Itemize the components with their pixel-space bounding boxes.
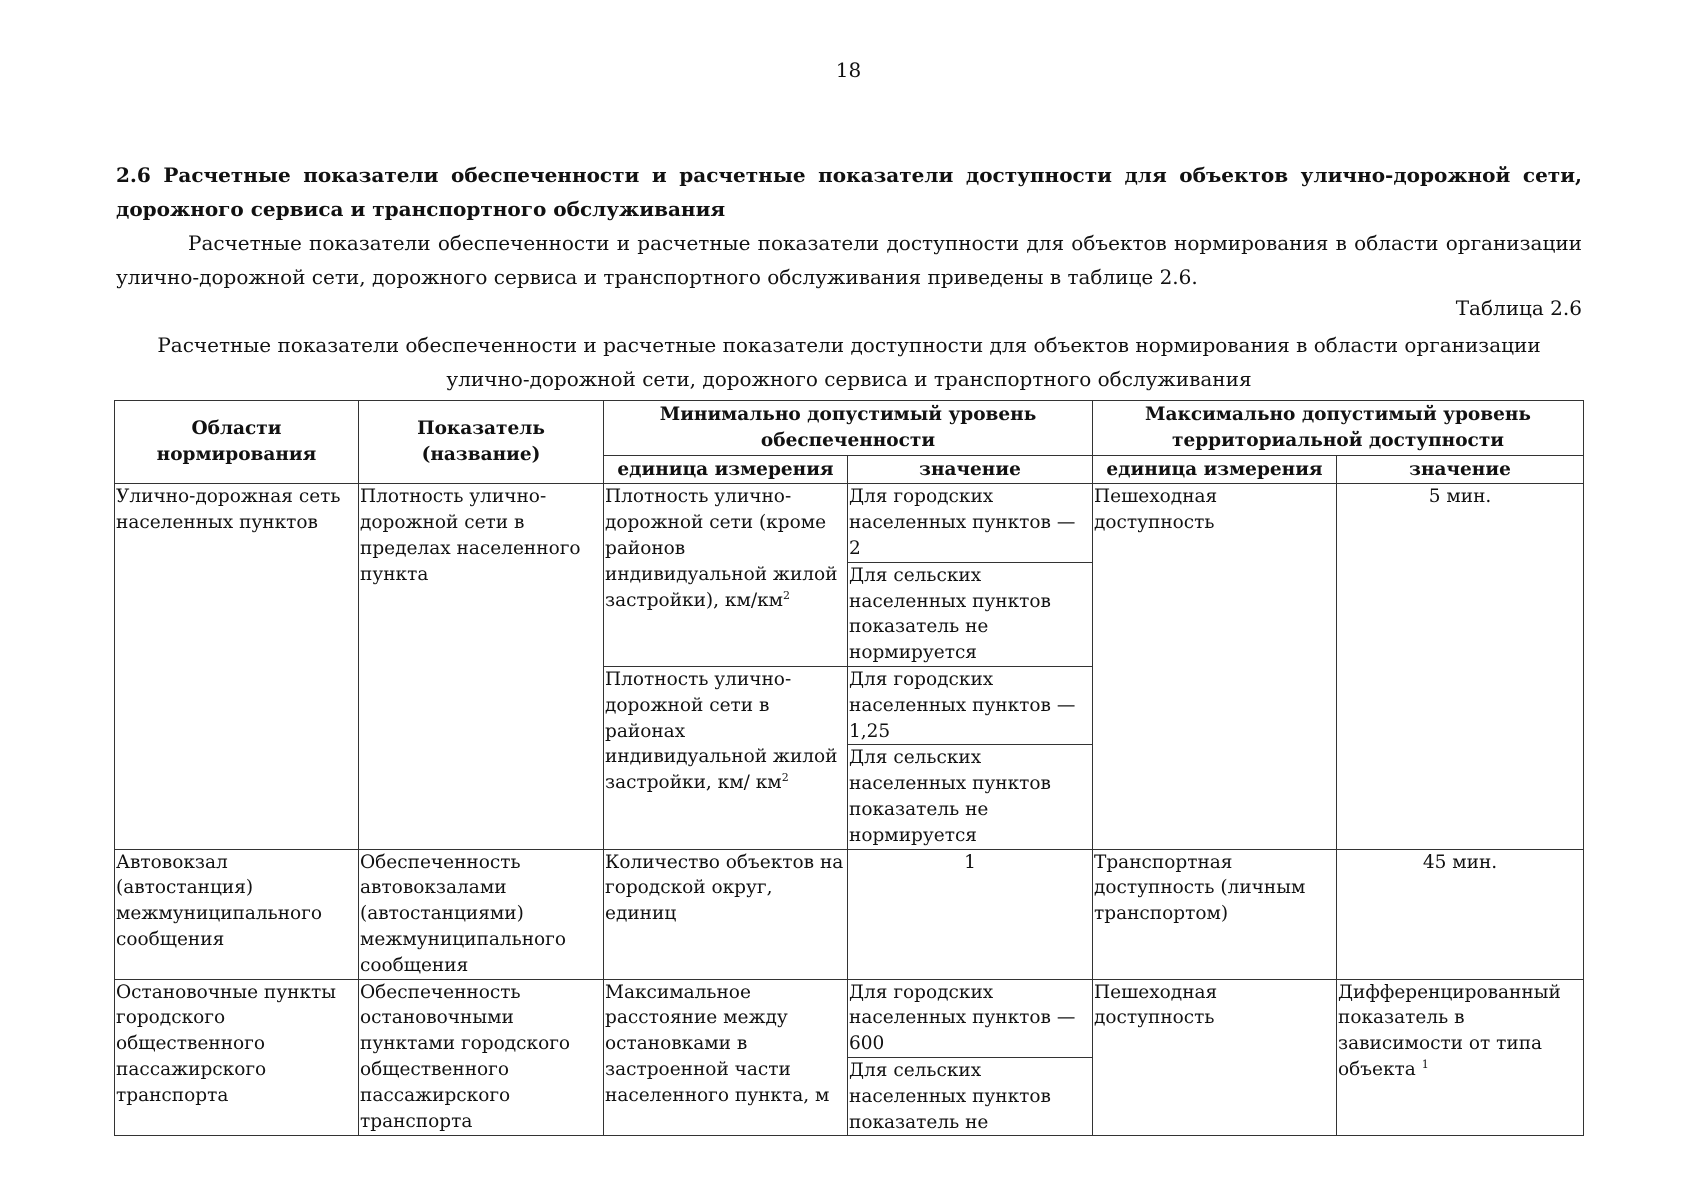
norms-table	[114, 400, 1584, 1136]
header-max-unit: единица измерения	[1093, 455, 1337, 484]
cell-max-value: 5 мин.	[1337, 484, 1584, 849]
cell-indicator: Плотность улично-дорожной сети в пределах населенного пункта	[359, 484, 604, 849]
header-max-value: значение	[1337, 455, 1584, 484]
cell-min-unit	[604, 666, 848, 849]
cell-max-value	[1337, 979, 1584, 1136]
table-label: Таблица 2.6	[1455, 296, 1582, 320]
header-min-unit: единица измерения	[604, 455, 848, 484]
intro-paragraph: Расчетные показатели обеспеченности и расчетные показатели доступности для объектов нормирования в области организации улично-дорожной сети, дорожного сервиса и транспортного обслуживания приведены в таблице 2.6.	[116, 231, 1582, 289]
cell-min-value: Для сельских населенных пунктов показатель не нормируется	[848, 745, 1093, 849]
cell-area: Улично-дорожная сеть населенных пунктов	[115, 484, 359, 849]
cell-max-unit: Пешеходная доступность	[1093, 484, 1337, 849]
cell-indicator: Обеспеченность автовокзалами (автостанциями) межмуниципального сообщения	[359, 849, 604, 979]
cell-max-value: 45 мин.	[1337, 849, 1584, 979]
page-number: 18	[835, 58, 862, 82]
cell-area: Остановочные пункты городского общественного пассажирского транспорта	[115, 979, 359, 1136]
table-row	[115, 979, 1584, 1057]
header-area: Области нормирования	[115, 401, 359, 484]
cell-min-value: Для городских населенных пунктов — 2	[848, 484, 1093, 562]
cell-min-unit	[604, 484, 848, 667]
header-min-level: Минимально допустимый уровень обеспеченности	[604, 401, 1093, 456]
cell-max-value-text: Дифференцированный показатель в зависимости от типа объекта	[1338, 981, 1561, 1080]
cell-min-value: Для сельских населенных пунктов показатель не нормируется	[848, 562, 1093, 666]
section-heading: 2.6 Расчетные показатели обеспеченности и расчетные показатели доступности для объектов улично-дорожной сети, дорожного сервиса и транспортного обслуживания	[116, 163, 1582, 221]
cell-indicator: Обеспеченность остановочными пунктами городского общественного пассажирского транспорта	[359, 979, 604, 1136]
unit-superscript: 2	[783, 588, 791, 602]
cell-min-value: Для городских населенных пунктов — 600	[848, 979, 1093, 1057]
cell-min-unit: Количество объектов на городской округ, единиц	[604, 849, 848, 979]
header-indicator: Показатель (название)	[359, 401, 604, 484]
table-row	[115, 484, 1584, 562]
cell-min-unit-text: Плотность улично-дорожной сети в районах индивидуальной жилой застройки, км/ км	[605, 668, 838, 794]
cell-min-value: Для сельских населенных пунктов показатель не	[848, 1057, 1093, 1135]
header-max-level: Максимально допустимый уровень территориальной доступности	[1093, 401, 1584, 456]
unit-superscript: 2	[781, 771, 789, 784]
table-caption: Расчетные показатели обеспеченности и расчетные показатели доступности для объектов нормирования в области организации улично-дорожной сети, дорожного сервиса и транспортного обслуживания	[157, 333, 1541, 391]
cell-min-unit: Максимальное расстояние между остановками в застроенной части населенного пункта, м	[604, 979, 848, 1136]
header-min-value: значение	[848, 455, 1093, 484]
cell-min-value: 1	[848, 849, 1093, 979]
cell-max-unit: Транспортная доступность (личным транспортом)	[1093, 849, 1337, 979]
table-header-row	[115, 401, 1584, 456]
cell-min-unit-text: Плотность улично-дорожной сети (кроме районов индивидуальной жилой застройки), км/км	[605, 486, 838, 611]
cell-area: Автовокзал (автостанция) межмуниципального сообщения	[115, 849, 359, 979]
table-row	[115, 849, 1584, 979]
footnote-marker: 1	[1421, 1057, 1429, 1071]
cell-min-value: Для городских населенных пунктов — 1,25	[848, 666, 1093, 744]
cell-max-unit: Пешеходная доступность	[1093, 979, 1337, 1136]
